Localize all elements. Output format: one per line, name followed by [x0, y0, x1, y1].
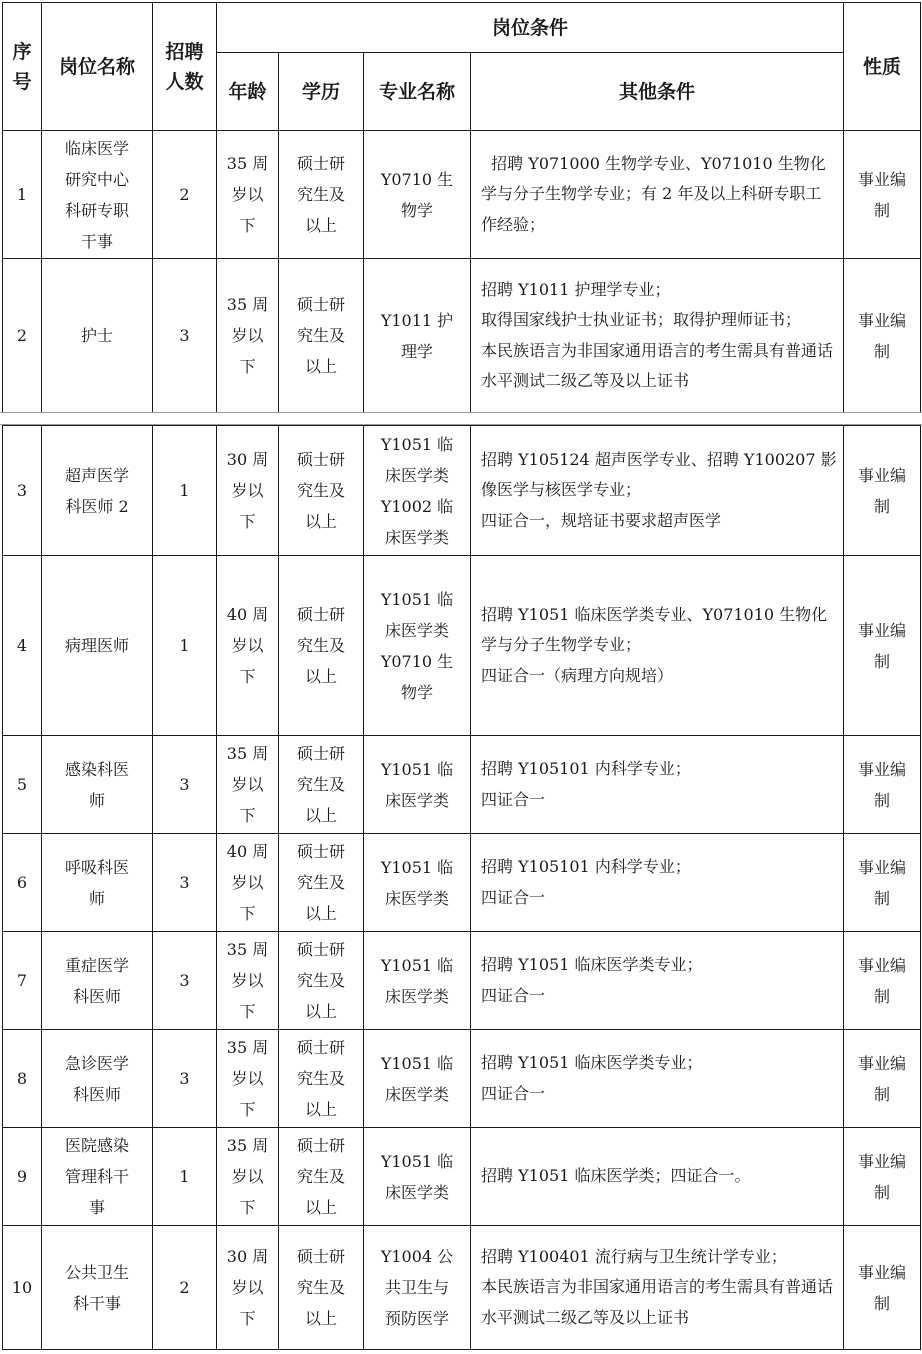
- row-education: 硕士研 究生及 以上: [279, 736, 364, 834]
- row-nature: 事业编 制: [844, 932, 921, 1030]
- table-row: [3, 736, 921, 834]
- row-major: Y1051 临 床医学类: [364, 1128, 471, 1226]
- table-row: [3, 1030, 921, 1128]
- other-condition-line: 招聘 Y105101 内科学专业；: [481, 857, 691, 876]
- other-condition-line: 取得国家线护士执业证书；取得护理师证书；: [481, 310, 802, 329]
- row-recruit-count: 3: [153, 1030, 217, 1128]
- row-age: 40 周 岁以 下: [217, 834, 279, 932]
- other-condition-line: 四证合一，规培证书要求超声医学: [481, 510, 722, 530]
- row-seq: 1: [3, 131, 42, 259]
- row-post-name: 护士: [42, 259, 153, 413]
- other-condition-line: 四证合一（病理方向规培）: [481, 665, 674, 685]
- row-recruit-count: 3: [153, 736, 217, 834]
- row-nature: 事业编 制: [844, 131, 921, 259]
- row-education: 硕士研 究生及 以上: [279, 556, 364, 736]
- row-recruit-count: 1: [153, 1128, 217, 1226]
- row-major: Y0710 生 物学: [364, 131, 471, 259]
- row-age: 35 周 岁以 下: [217, 932, 279, 1030]
- row-recruit-count: 1: [153, 426, 217, 556]
- header-seq: 序号: [3, 3, 42, 131]
- header-recruit-count: 招聘人数: [153, 3, 217, 131]
- row-post-name: 公共卫生 科干事: [42, 1226, 153, 1350]
- other-condition-line: 本民族语言为非国家通用语言的考生需具有普通话水平测试二级乙等及以上证书: [481, 1277, 834, 1327]
- header-age: 年龄: [217, 53, 279, 131]
- row-recruit-count: 1: [153, 556, 217, 736]
- row-age: 30 周 岁以 下: [217, 1226, 279, 1350]
- row-other-conditions: [471, 259, 844, 413]
- row-recruit-count: 3: [153, 259, 217, 413]
- row-education: 硕士研 究生及 以上: [279, 834, 364, 932]
- row-seq: 7: [3, 932, 42, 1030]
- row-recruit-count: 2: [153, 131, 217, 259]
- other-condition-line: 招聘 Y1011 护理学专业；: [481, 279, 671, 299]
- table-body-bottom: [3, 426, 921, 1350]
- header-post-name: 岗位名称: [42, 3, 153, 131]
- row-other-conditions: [471, 131, 844, 259]
- row-recruit-count: 3: [153, 834, 217, 932]
- row-education: 硕士研 究生及 以上: [279, 131, 364, 259]
- recruitment-table-top: [2, 2, 921, 413]
- row-nature: 事业编 制: [844, 1030, 921, 1128]
- row-seq: 4: [3, 556, 42, 736]
- row-seq: 9: [3, 1128, 42, 1226]
- row-seq: 6: [3, 834, 42, 932]
- other-condition-line: 招聘 Y1051 临床医学类；四证合一。: [481, 1166, 751, 1186]
- other-condition-line: 四证合一: [481, 789, 546, 809]
- other-condition-line: 四证合一: [481, 887, 546, 907]
- row-major: Y1051 临 床医学类: [364, 834, 471, 932]
- row-other-conditions: [471, 426, 844, 556]
- row-major: Y1051 临 床医学类 Y1002 临 床医学类: [364, 426, 471, 556]
- row-age: 40 周 岁以 下: [217, 556, 279, 736]
- other-condition-line: 招聘 Y100401 流行病与卫生统计学专业；: [481, 1246, 787, 1266]
- row-other-conditions: [471, 932, 844, 1030]
- page-break: [0, 413, 922, 423]
- other-condition-line: 招聘 Y071000 生物学专业、Y071010 生物化学与分子生物学专业；有 2 年及以上科研专职工作经验；: [481, 153, 826, 234]
- row-major: Y1051 临 床医学类: [364, 1030, 471, 1128]
- other-condition-line: 招聘 Y105124 超声医学专业、招聘 Y100207 影像医学与核医学专业；: [481, 449, 837, 500]
- table-body-top: [3, 131, 921, 413]
- row-other-conditions: [471, 1128, 844, 1226]
- row-post-name: 重症医学 科医师: [42, 932, 153, 1030]
- row-post-name: 病理医师: [42, 556, 153, 736]
- row-other-conditions: [471, 834, 844, 932]
- row-other-conditions: [471, 1030, 844, 1128]
- header-major: 专业名称: [364, 53, 471, 131]
- row-nature: 事业编 制: [844, 556, 921, 736]
- row-age: 30 周 岁以 下: [217, 426, 279, 556]
- row-nature: 事业编 制: [844, 1226, 921, 1350]
- row-seq: 8: [3, 1030, 42, 1128]
- row-education: 硕士研 究生及 以上: [279, 426, 364, 556]
- table-row: [3, 1226, 921, 1350]
- table-row: [3, 426, 921, 556]
- row-seq: 10: [3, 1226, 42, 1350]
- row-post-name: 医院感染 管理科干 事: [42, 1128, 153, 1226]
- table-row: [3, 259, 921, 413]
- table-row: [3, 932, 921, 1030]
- row-post-name: 急诊医学 科医师: [42, 1030, 153, 1128]
- row-education: 硕士研 究生及 以上: [279, 1030, 364, 1128]
- row-major: Y1051 临 床医学类 Y0710 生 物学: [364, 556, 471, 736]
- row-other-conditions: [471, 556, 844, 736]
- header-other: 其他条件: [471, 53, 844, 131]
- row-education: 硕士研 究生及 以上: [279, 259, 364, 413]
- row-seq: 3: [3, 426, 42, 556]
- row-major: Y1051 临 床医学类: [364, 932, 471, 1030]
- row-age: 35 周 岁以 下: [217, 736, 279, 834]
- row-age: 35 周 岁以 下: [217, 1128, 279, 1226]
- row-major: Y1004 公 共卫生与 预防医学: [364, 1226, 471, 1350]
- row-major: Y1051 临 床医学类: [364, 736, 471, 834]
- row-nature: 事业编 制: [844, 1128, 921, 1226]
- row-recruit-count: 2: [153, 1226, 217, 1350]
- other-condition-line: 招聘 Y1051 临床医学类专业；: [481, 1053, 703, 1072]
- row-seq: 2: [3, 259, 42, 413]
- row-post-name: 超声医学 科医师 2: [42, 426, 153, 556]
- row-age: 35 周 岁以 下: [217, 1030, 279, 1128]
- row-post-name: 临床医学 研究中心 科研专职 干事: [42, 131, 153, 259]
- header-nature: 性质: [844, 3, 921, 131]
- page-break-line-top: [0, 412, 922, 413]
- other-condition-line: 四证合一: [481, 985, 546, 1005]
- row-age: 35 周 岁以 下: [217, 259, 279, 413]
- row-education: 硕士研 究生及 以上: [279, 1226, 364, 1350]
- row-major: Y1011 护 理学: [364, 259, 471, 413]
- other-condition-line: 招聘 Y105101 内科学专业；: [481, 759, 691, 778]
- row-education: 硕士研 究生及 以上: [279, 932, 364, 1030]
- row-recruit-count: 3: [153, 932, 217, 1030]
- row-education: 硕士研 究生及 以上: [279, 1128, 364, 1226]
- table-row: [3, 131, 921, 259]
- table-row: [3, 1128, 921, 1226]
- other-condition-line: 招聘 Y1051 临床医学类专业、Y071010 生物化学与分子生物学专业；: [481, 604, 828, 655]
- row-nature: 事业编 制: [844, 736, 921, 834]
- table-row: [3, 834, 921, 932]
- row-other-conditions: [471, 736, 844, 834]
- row-seq: 5: [3, 736, 42, 834]
- other-condition-line: 本民族语言为非国家通用语言的考生需具有普通话水平测试二级乙等及以上证书: [481, 340, 834, 390]
- recruitment-table-bottom: [2, 425, 921, 1350]
- row-post-name: 感染科医 师: [42, 736, 153, 834]
- other-condition-line: 四证合一: [481, 1083, 546, 1103]
- other-condition-line: 招聘 Y1051 临床医学类专业；: [481, 955, 703, 974]
- row-other-conditions: [471, 1226, 844, 1350]
- row-post-name: 呼吸科医 师: [42, 834, 153, 932]
- table-row: [3, 556, 921, 736]
- row-age: 35 周 岁以 下: [217, 131, 279, 259]
- header-conditions-group: 岗位条件: [217, 3, 844, 53]
- header-education: 学历: [279, 53, 364, 131]
- row-nature: 事业编 制: [844, 426, 921, 556]
- row-nature: 事业编 制: [844, 834, 921, 932]
- row-nature: 事业编 制: [844, 259, 921, 413]
